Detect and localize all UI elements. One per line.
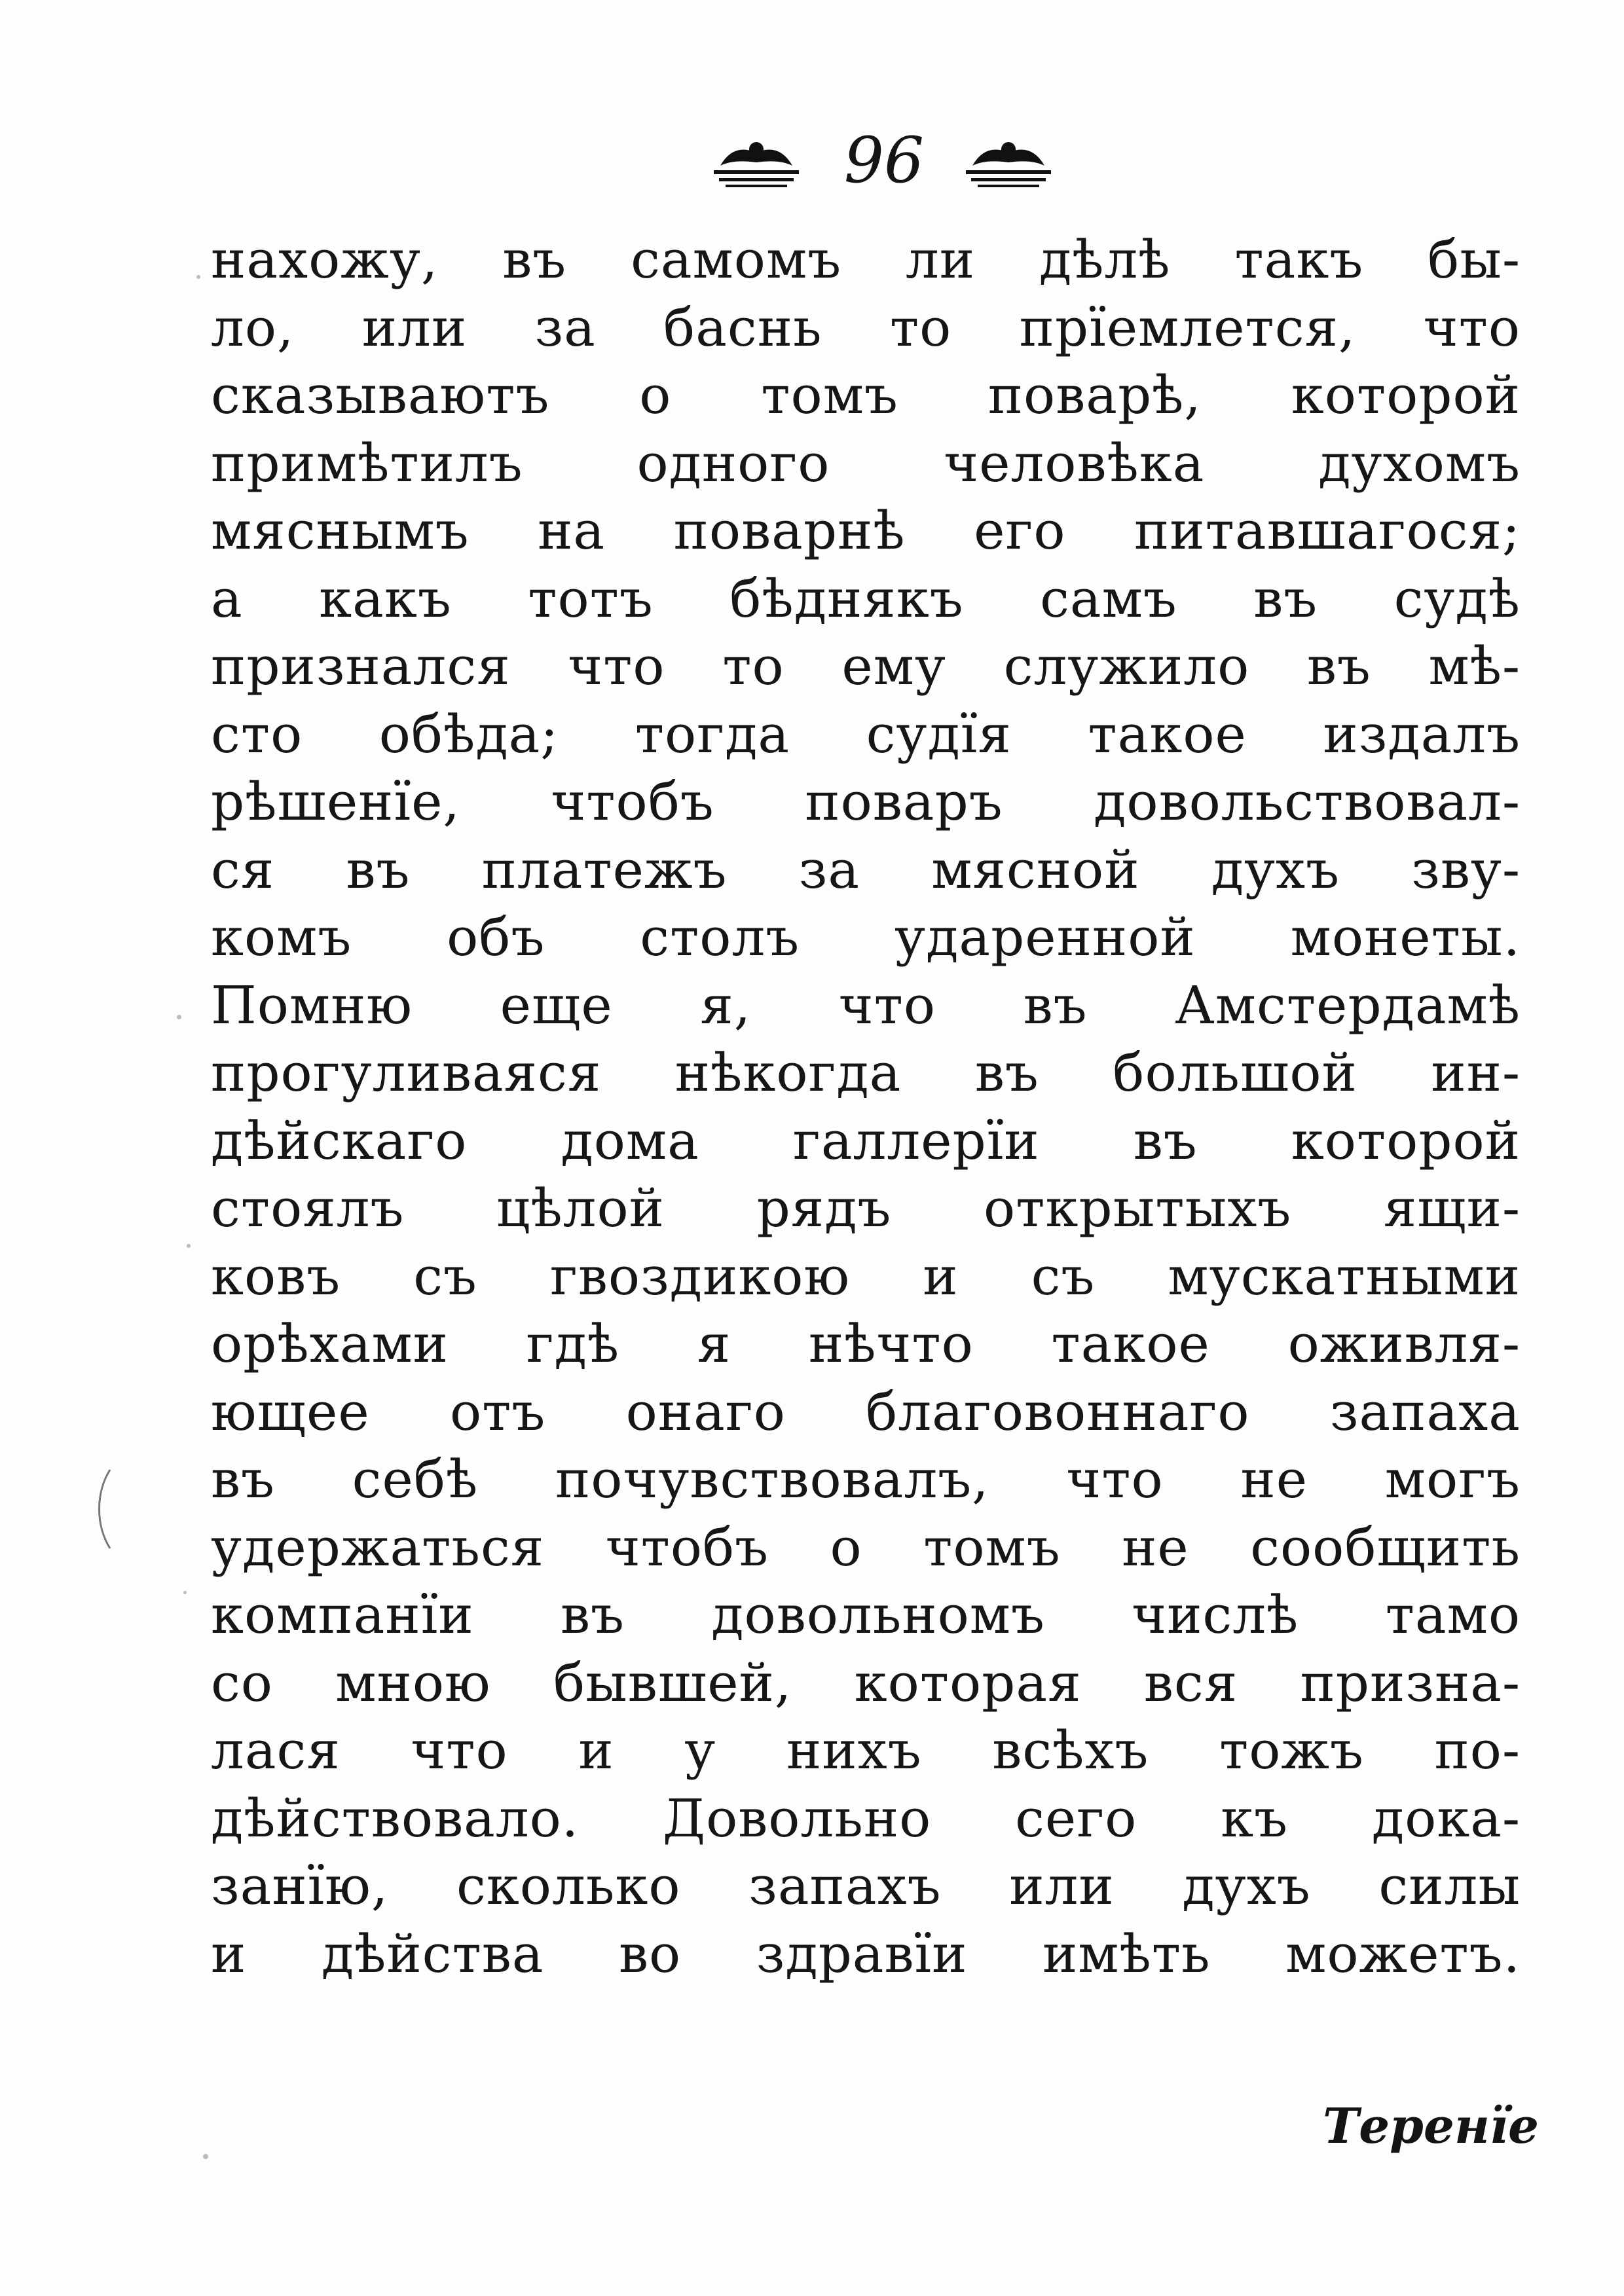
paper-speck — [196, 275, 200, 279]
text-line: удержаться чтобъ о томъ не сообщить — [211, 1516, 1521, 1578]
text-line: ковъ съ гвоздикою и съ мускатными — [211, 1245, 1521, 1307]
text-line: занїю, сколько запахъ или духъ силы — [211, 1855, 1521, 1916]
paper-speck — [203, 2154, 208, 2159]
paper-speck — [183, 1591, 187, 1594]
text-line: сказываютъ о томъ поварѣ, которой — [211, 365, 1521, 426]
text-line: ло, или за баснь то прїемлется, что — [211, 297, 1521, 358]
text-line: признался что то ему служило въ мѣ- — [211, 636, 1521, 697]
text-line: и дѣйства во здравїи имѣть можетъ. — [211, 1923, 1521, 1984]
body-text — [211, 226, 1521, 1988]
text-line: орѣхами гдѣ я нѣчто такое оживля- — [211, 1313, 1521, 1374]
page-number: 96 — [843, 124, 925, 197]
text-line: мяснымъ на поварнѣ его питавшагося; — [211, 500, 1521, 561]
margin-bracket-mark — [90, 1467, 117, 1552]
page-header — [0, 118, 1624, 203]
text-line: комъ объ столъ ударенной монеты. — [211, 907, 1521, 968]
paper-speck — [177, 1015, 181, 1019]
text-line: со мною бывшей, которая вся призна- — [211, 1652, 1521, 1713]
crown-ornament-icon — [959, 130, 1058, 195]
text-line: ющее отъ онаго благовоннаго запаха — [211, 1381, 1521, 1442]
text-line: лася что и у нихъ всѣхъ тожъ по- — [211, 1720, 1521, 1781]
text-line: сто обѣда; тогда судїя такое издалъ — [211, 703, 1521, 765]
paper-speck — [187, 1244, 191, 1248]
text-line: прогуливаяся нѣкогда въ большой ин- — [211, 1042, 1521, 1103]
text-line: въ себѣ почувствовалъ, что не могъ — [211, 1449, 1521, 1510]
text-line: примѣтилъ одного человѣка духомъ — [211, 432, 1521, 494]
text-line: нахожу, въ самомъ ли дѣлѣ такъ бы- — [211, 229, 1521, 290]
crown-ornament-icon — [707, 130, 805, 195]
text-line: дѣйскаго дома галлерїи въ которой — [211, 1110, 1521, 1171]
text-line: компанїи въ довольномъ числѣ тамо — [211, 1584, 1521, 1645]
text-line: ся въ платежъ за мясной духъ зву- — [211, 839, 1521, 900]
catchword: Теренїе — [1323, 2098, 1540, 2155]
text-line: а какъ тотъ бѣднякъ самъ въ судѣ — [211, 568, 1521, 629]
text-line: дѣйствовало. Довольно сего къ дока- — [211, 1787, 1521, 1849]
text-line: рѣшенїе, чтобъ поваръ довольствовал- — [211, 771, 1521, 832]
text-line: стоялъ цѣлой рядъ открытыхъ ящи- — [211, 1178, 1521, 1239]
text-line: Помню еще я, что въ Амстердамѣ — [211, 974, 1521, 1036]
